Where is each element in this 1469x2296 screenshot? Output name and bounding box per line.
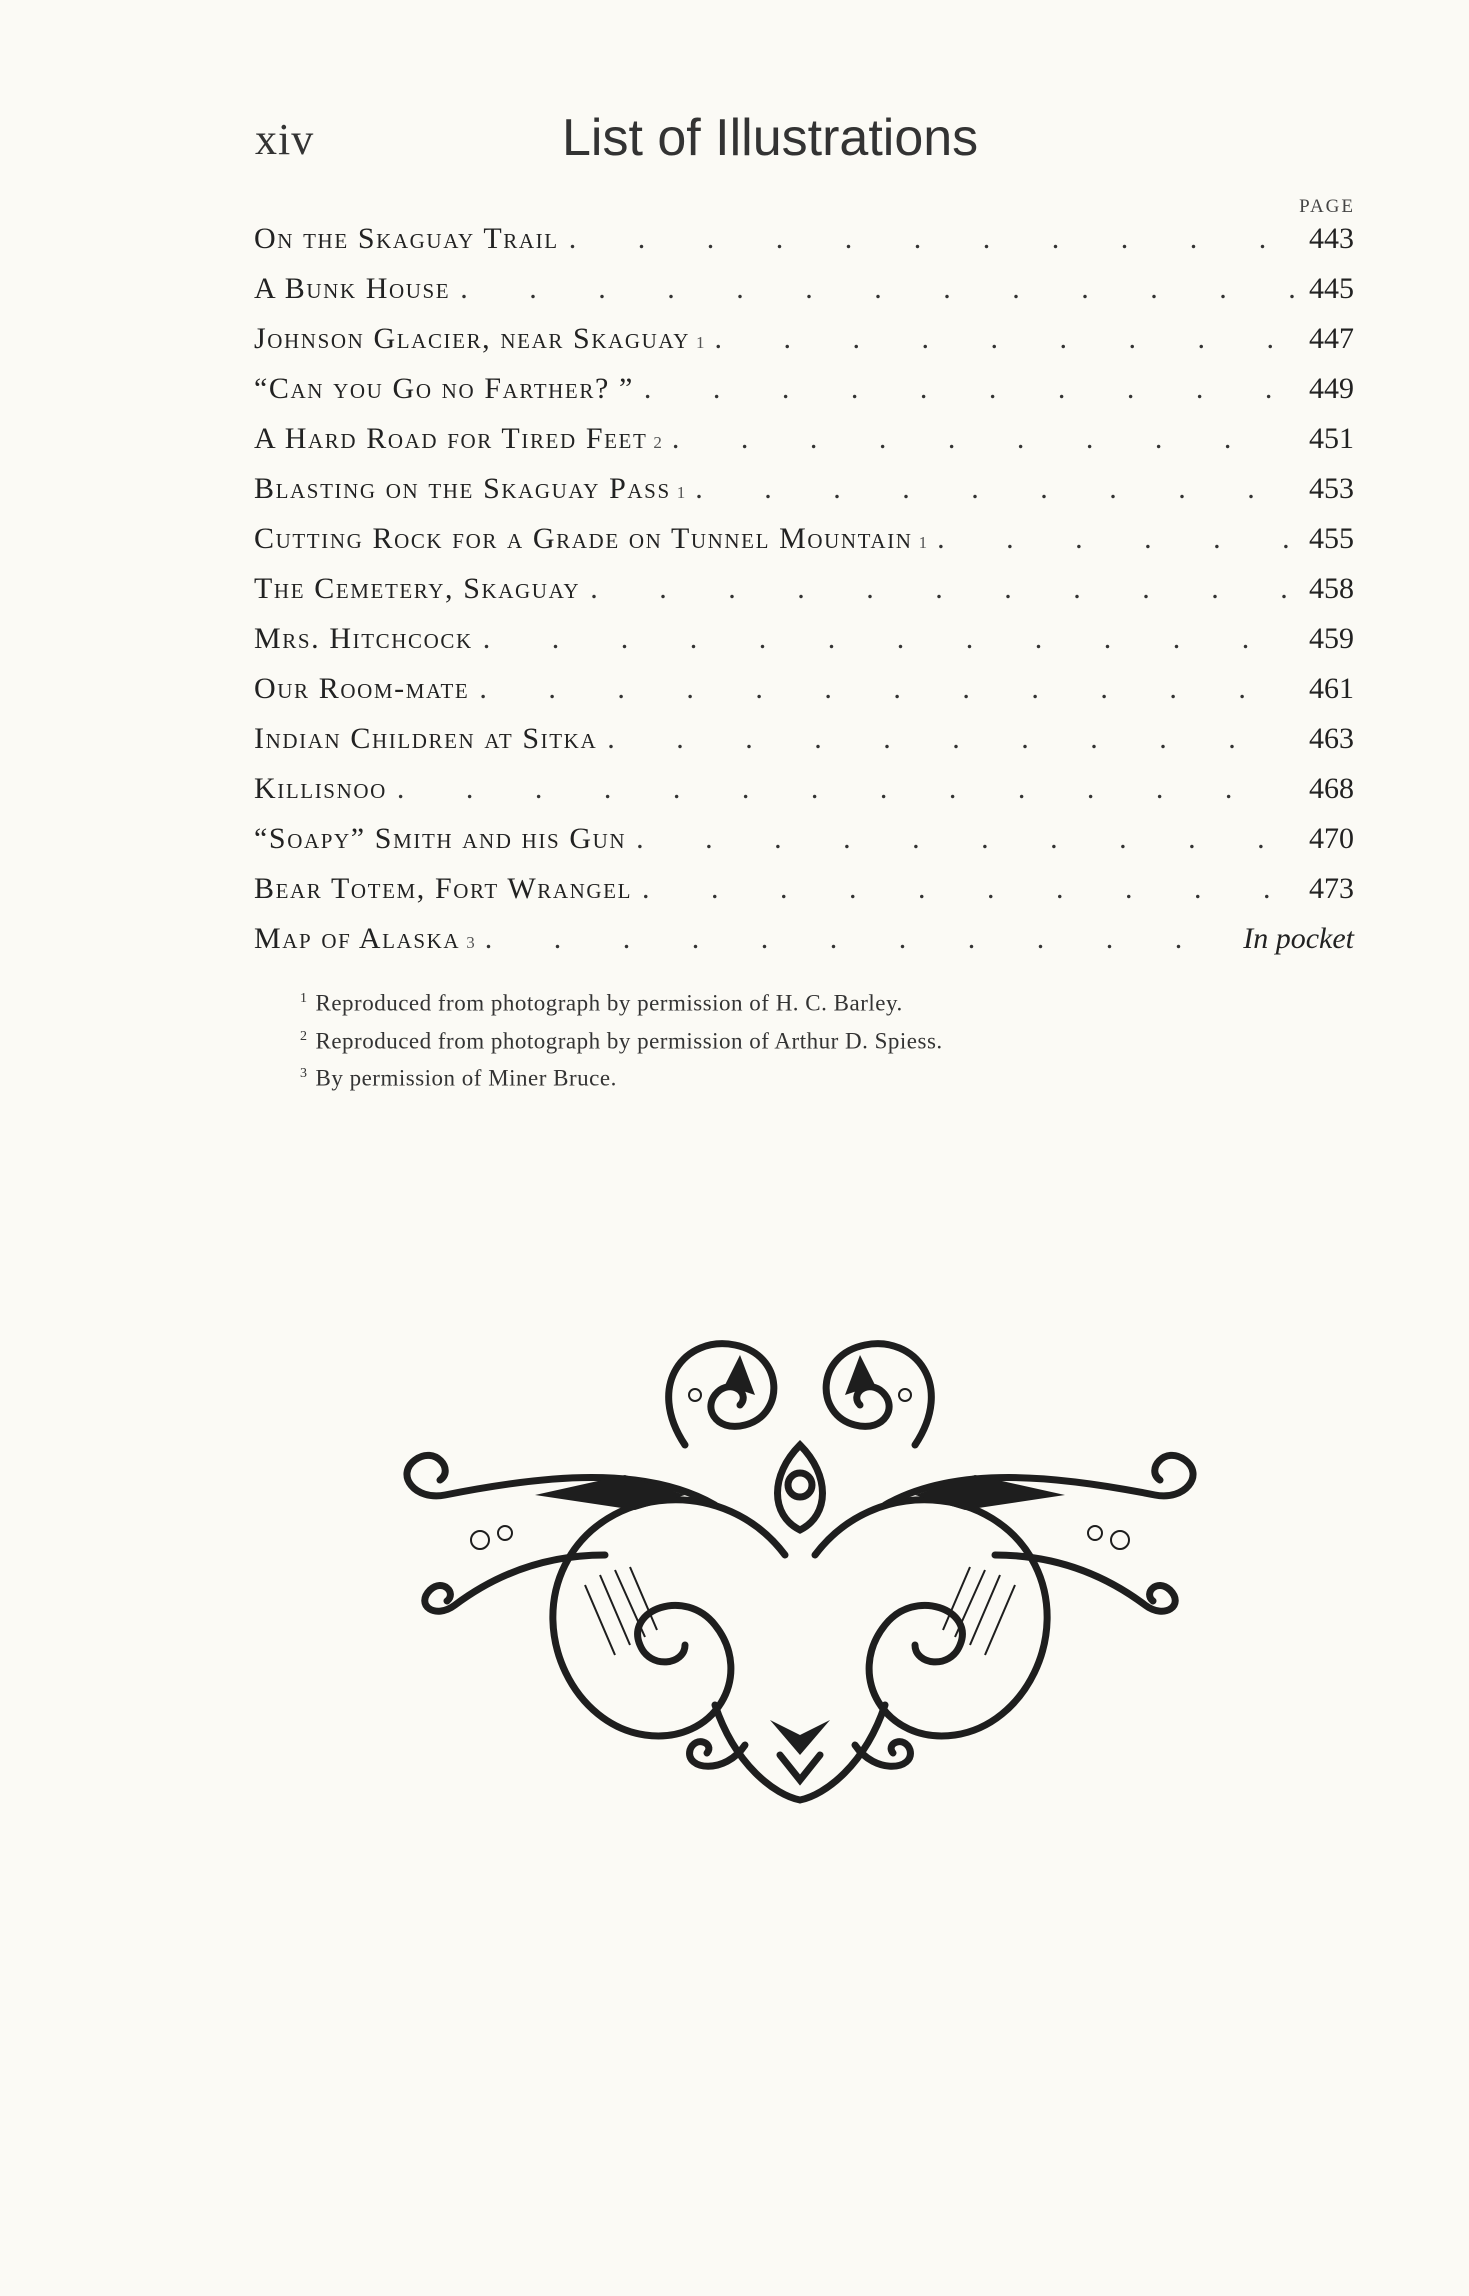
entry-page-number: 459 <box>1309 622 1354 655</box>
entry-page-number: 463 <box>1309 722 1354 755</box>
entry-caption: Johnson Glacier, near Skaguay <box>254 322 690 355</box>
entry-caption: Blasting on the Skaguay Pass <box>254 472 671 505</box>
entry-footnote-mark: 3 <box>466 933 475 952</box>
entry-caption: Indian Children at Sitka <box>254 722 598 755</box>
entry-footnote-mark: 1 <box>696 333 705 352</box>
entry-page-number: 458 <box>1309 572 1354 605</box>
footnote-text: Reproduced from photograph by permission of Arthur D. Spiess. <box>315 1028 943 1054</box>
entry-caption: The Cemetery, Skaguay <box>254 572 581 605</box>
dot-leader <box>695 464 1294 514</box>
illustration-entry <box>254 214 1354 264</box>
entry-page-number: 451 <box>1309 422 1354 455</box>
illustration-entry <box>254 914 1354 964</box>
page-folio: xiv <box>255 115 315 164</box>
illustration-entry <box>254 764 1354 814</box>
footnote <box>300 1020 1300 1058</box>
illustration-entry <box>254 364 1354 414</box>
entry-page-number: In pocket <box>1243 922 1354 955</box>
entry-page-number: 445 <box>1309 272 1354 305</box>
entry-page-number: 461 <box>1309 672 1354 705</box>
entry-caption: Cutting Rock for a Grade on Tunnel Mountain <box>254 522 913 555</box>
dot-leader <box>672 414 1294 464</box>
illustration-entry <box>254 414 1354 464</box>
dot-leader <box>479 664 1294 714</box>
illustration-entry <box>254 514 1354 564</box>
illustration-entry <box>254 564 1354 614</box>
dot-leader <box>460 264 1294 314</box>
entry-caption: Killisnoo <box>254 772 387 805</box>
entry-page-number: 453 <box>1309 472 1354 505</box>
entry-footnote-mark: 2 <box>653 433 662 452</box>
footnotes <box>300 982 1300 1095</box>
entry-caption: Bear Totem, Fort Wrangel <box>254 872 633 905</box>
entry-caption: Map of Alaska <box>254 922 461 955</box>
dot-leader <box>569 214 1294 264</box>
dot-leader <box>636 814 1294 864</box>
page-title: List of Illustrations <box>562 109 979 167</box>
dot-leader <box>590 564 1294 614</box>
page-header <box>255 108 1155 178</box>
entry-page-number: 455 <box>1309 522 1354 555</box>
entry-caption: A Bunk House <box>254 272 451 305</box>
dot-leader <box>607 714 1294 764</box>
illustration-entry <box>254 614 1354 664</box>
illustration-entry <box>254 664 1354 714</box>
entry-caption: Mrs. Hitchcock <box>254 622 473 655</box>
illustration-entry <box>254 314 1354 364</box>
footnote-mark: 1 <box>300 991 308 1006</box>
dot-leader <box>715 314 1295 364</box>
footnote-mark: 3 <box>300 1066 308 1082</box>
footnote-text: Reproduced from photograph by permission of H. C. Barley. <box>315 990 903 1016</box>
illustration-entry <box>254 814 1354 864</box>
entry-caption: Our Room-mate <box>254 672 470 705</box>
entry-page-number: 468 <box>1309 772 1354 805</box>
dot-leader <box>485 914 1234 964</box>
illustration-entry <box>254 714 1354 764</box>
entry-footnote-mark: 1 <box>676 483 686 502</box>
decorative-scroll-ornament-icon <box>385 1325 1215 1810</box>
entry-page-number: 470 <box>1309 822 1354 855</box>
dot-leader <box>644 364 1294 414</box>
dot-leader <box>483 614 1294 664</box>
entry-caption: A Hard Road for Tired Feet <box>254 422 648 455</box>
entry-page-number: 447 <box>1309 322 1354 355</box>
entry-page-number: 443 <box>1309 222 1354 255</box>
dot-leader <box>937 514 1294 564</box>
illustration-entry <box>254 464 1354 514</box>
entry-caption: “Can you Go no Farther? ” <box>254 372 634 405</box>
illustrations-list <box>254 214 1354 964</box>
entry-footnote-mark: 1 <box>918 533 928 552</box>
entry-page-number: 473 <box>1309 872 1354 905</box>
entry-caption: “Soapy” Smith and his Gun <box>254 822 627 855</box>
footnote-text: By permission of Miner Bruce. <box>315 1065 617 1091</box>
page-column-heading: PAGE <box>1299 196 1355 217</box>
illustration-entry <box>254 264 1354 314</box>
dot-leader <box>397 764 1294 814</box>
illustration-entry <box>254 864 1354 914</box>
dot-leader <box>642 864 1294 914</box>
footnote <box>300 1057 1300 1095</box>
entry-page-number: 449 <box>1309 372 1354 405</box>
footnote <box>300 982 1300 1020</box>
entry-caption: On the Skaguay Trail <box>254 222 559 255</box>
footnote-mark: 2 <box>300 1028 308 1044</box>
